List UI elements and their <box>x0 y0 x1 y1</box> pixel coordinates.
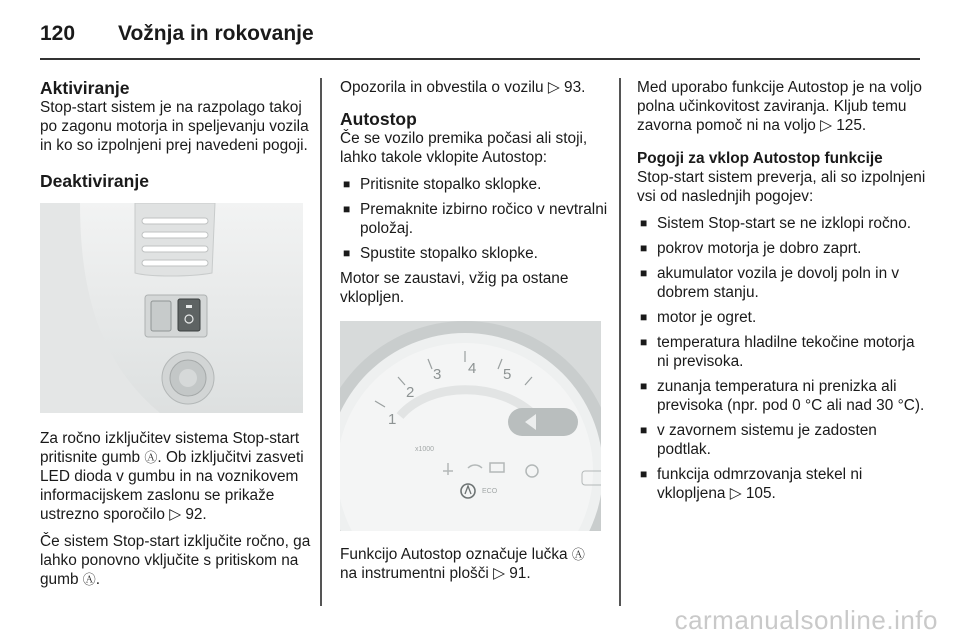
autostop-text: Če se vozilo premika počasi ali stoji, lahko takole vklopite Autostop: <box>340 130 588 166</box>
para1-ref: 92. <box>185 506 207 523</box>
column-divider-1 <box>320 78 322 606</box>
column-2 <box>340 78 608 591</box>
list-item: ■ Premaknite izbirno ročico v nevtralni položaj. <box>340 200 608 238</box>
gauge-small-label: x1000 <box>415 446 435 453</box>
stop-start-button-icon: Ⓐ <box>144 450 158 465</box>
braking-ref: 125. <box>836 117 867 134</box>
list-item: ■ zunanja temperatura ni prenizka ali previsoka (npr. pod 0 °C ali nad 30 °C). <box>637 377 927 415</box>
page-header <box>40 22 920 46</box>
deaktiviranje-para-2 <box>40 532 312 589</box>
chapter-title: Vožnja in rokovanje <box>118 22 314 45</box>
autostop-indicator-icon: Ⓐ <box>571 547 585 562</box>
autostop-steps-list <box>340 175 608 263</box>
stop-start-button-figure <box>40 203 303 413</box>
para2-text-b: . <box>95 571 101 588</box>
gauge-label: 3 <box>433 366 442 383</box>
header-rule <box>40 58 920 60</box>
caption-text-b: na instrumentni plošči <box>340 565 494 582</box>
gauge-label: 4 <box>468 360 477 377</box>
last-condition-ref: 105. <box>745 485 776 502</box>
list-item <box>637 465 927 503</box>
gauge-label: 2 <box>406 384 415 401</box>
column-1 <box>40 78 312 597</box>
list-item: ■ Pritisnite stopalko sklopke. <box>340 175 608 194</box>
reference-arrow-icon: ▷ <box>820 117 837 134</box>
column-divider-2 <box>619 78 621 606</box>
heading-aktiviranje: Aktiviranje <box>40 78 130 98</box>
caption-ref: 91. <box>509 565 531 582</box>
list-item: ■ akumulator vozila je dovolj poln in v dobrem stanju. <box>637 264 927 302</box>
page-number: 120 <box>40 22 76 45</box>
braking-text-a: Med uporabo funkcije Autostop je na voljo polna učinkovitost zaviranja. Kljub temu zavorna pomoč ni na voljo <box>637 79 922 134</box>
para2-text-a: Če sistem Stop-start izključite ročno, ga lahko ponovno vključite s pritiskom na gumb <box>40 533 311 588</box>
para1-text-b: . Ob izključitvi zasveti LED dioda v gumbu in na voznikovem informacijskem zaslonu se prikaže ustrezno sporočilo <box>40 449 304 523</box>
para1-text-a: Za ročno izključitev sistema Stop-start pritisnite gumb <box>40 430 300 466</box>
reference-arrow-icon: ▷ <box>169 506 186 523</box>
list-item: ■ Sistem Stop-start se ne izklopi ročno. <box>637 214 927 233</box>
gauge-label: 1 <box>388 411 397 428</box>
heading-deaktiviranje: Deaktiviranje <box>40 171 149 191</box>
reference-arrow-icon: ▷ <box>547 79 565 96</box>
column-3 <box>637 78 927 509</box>
conditions-list <box>637 214 927 503</box>
list-item: ■ Spustite stopalko sklopke. <box>340 244 608 263</box>
figure-caption <box>340 545 608 583</box>
deaktiviranje-para-1 <box>40 429 312 524</box>
watermark: carmanualsonline.info <box>674 605 938 635</box>
list-item: ■ pokrov motorja je dobro zaprt. <box>637 239 927 258</box>
reference-arrow-icon: ▷ <box>729 485 746 502</box>
intro-text: Opozorila in obvestila o vozilu <box>340 79 548 96</box>
list-item: ■ v zavornem sistemu je zadosten podtlak. <box>637 421 927 459</box>
list-item: ■ motor je ogret. <box>637 308 927 327</box>
heading-autostop: Autostop <box>340 109 417 129</box>
instrument-cluster-figure <box>340 321 601 531</box>
reference-arrow-icon: ▷ <box>493 565 510 582</box>
gauge-label: 5 <box>503 366 512 383</box>
braking-text <box>637 78 927 135</box>
caption-text-a: Funkcijo Autostop označuje lučka <box>340 546 572 563</box>
last-condition-text: funkcija odmrzovanja stekel ni vklopljena <box>657 466 863 502</box>
after-steps-text: Motor se zaustavi, vžig pa ostane vklopljen. <box>340 270 569 306</box>
stop-start-button-icon: Ⓐ <box>82 572 96 587</box>
heading-pogoji: Pogoji za vklop Autostop funkcije <box>637 150 883 167</box>
intro-line <box>340 78 608 97</box>
intro-ref: 93. <box>564 79 586 96</box>
aktiviranje-text: Stop-start sistem je na razpolago takoj po zagonu motorja in speljevanju vozila in ko so izpolnjeni prej navedeni pogoji. <box>40 99 309 154</box>
list-item: ■ temperatura hladilne tekočine motorja ni previsoka. <box>637 333 927 371</box>
pogoji-text: Stop-start sistem preverja, ali so izpolnjeni vsi od naslednjih pogojev: <box>637 169 926 205</box>
gauge-small-label: ECO <box>482 488 498 495</box>
